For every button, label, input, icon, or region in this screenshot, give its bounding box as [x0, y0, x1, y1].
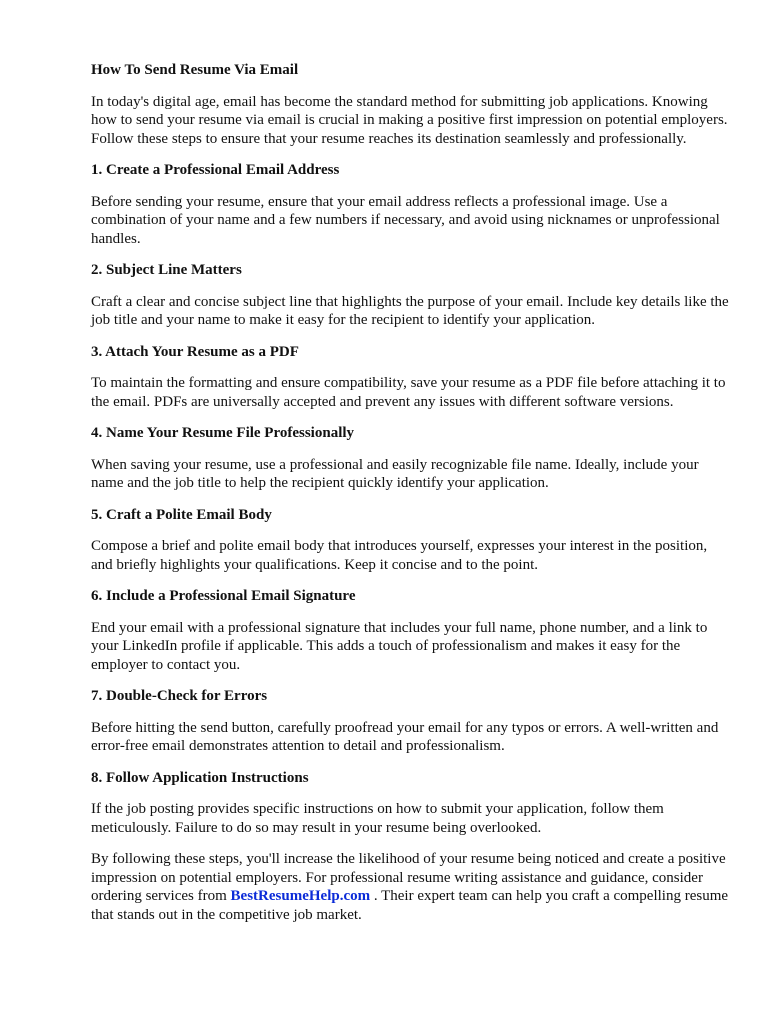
- section-2: [91, 261, 731, 330]
- bestresumehelp-link[interactable]: BestResumeHelp.com: [230, 888, 371, 904]
- section-body: When saving your resume, use a professional and easily recognizable file name. Ideally, include your name and the job title to help the recipient quickly identify your application.: [91, 456, 699, 491]
- section-5: [91, 506, 731, 575]
- section-body: Craft a clear and concise subject line that highlights the purpose of your email. Include key details like the job title and your name to make it easy for the recipient to identify your application.: [91, 293, 729, 328]
- section-heading: 6. Include a Professional Email Signature: [91, 588, 356, 604]
- intro-paragraph: In today's digital age, email has become the standard method for submitting job applications. Knowing how to send your resume via email is crucial in making a positive first impression on potential employers. Follow these steps to ensure that your resume reaches its destination seamlessly and professionally.: [91, 93, 728, 147]
- section-body: If the job posting provides specific instructions on how to submit your application, follow them meticulously. Failure to do so may result in your resume being overlooked.: [91, 801, 664, 836]
- section-body: To maintain the formatting and ensure compatibility, save your resume as a PDF file before attaching it to the email. PDFs are universally accepted and prevent any issues with different software versions.: [91, 375, 726, 410]
- section-body: Before sending your resume, ensure that your email address reflects a professional image. Use a combination of your name and a few numbers if necessary, and avoid using nicknames or unprofessional handles.: [91, 193, 720, 247]
- section-heading: 4. Name Your Resume File Professionally: [91, 425, 355, 441]
- section-1: [91, 161, 731, 248]
- section-6: [91, 587, 731, 674]
- closing-paragraph: [91, 850, 731, 924]
- closing-text-after-link: . Their expert team can help you craft a compelling resume that stands out in the competitive job market.: [91, 888, 729, 923]
- section-heading: 5. Craft a Polite Email Body: [91, 506, 272, 523]
- document-title: How To Send Resume Via Email: [91, 62, 299, 78]
- closing-text-before-link: By following these steps, you'll increase the likelihood of your resume being noticed and create a positive impression on potential employers. For professional resume writing assistance and guidance, consider ordering services from: [91, 851, 726, 904]
- section-body: Before hitting the send button, carefully proofread your email for any typos or errors. A well-written and error-free email demonstrates attention to detail and professionalism.: [91, 719, 719, 754]
- section-heading: 8. Follow Application Instructions: [91, 769, 309, 786]
- section-body: End your email with a professional signature that includes your full name, phone number, and a link to your LinkedIn profile if applicable. This adds a touch of professionalism and makes it easy for the employer to contact you.: [91, 619, 708, 673]
- section-3: [91, 343, 731, 412]
- section-heading: 7. Double-Check for Errors: [91, 688, 268, 704]
- section-heading: 1. Create a Professional Email Address: [91, 162, 340, 178]
- section-7: [91, 687, 731, 756]
- section-heading: 3. Attach Your Resume as a PDF: [91, 343, 299, 360]
- section-4: [91, 424, 731, 493]
- document-page: [91, 61, 731, 937]
- section-heading: 2. Subject Line Matters: [91, 262, 242, 278]
- section-body: Compose a brief and polite email body that introduces yourself, expresses your interest in the position, and briefly highlights your qualifications. Keep it concise and to the point.: [91, 538, 708, 573]
- section-8: [91, 769, 731, 838]
